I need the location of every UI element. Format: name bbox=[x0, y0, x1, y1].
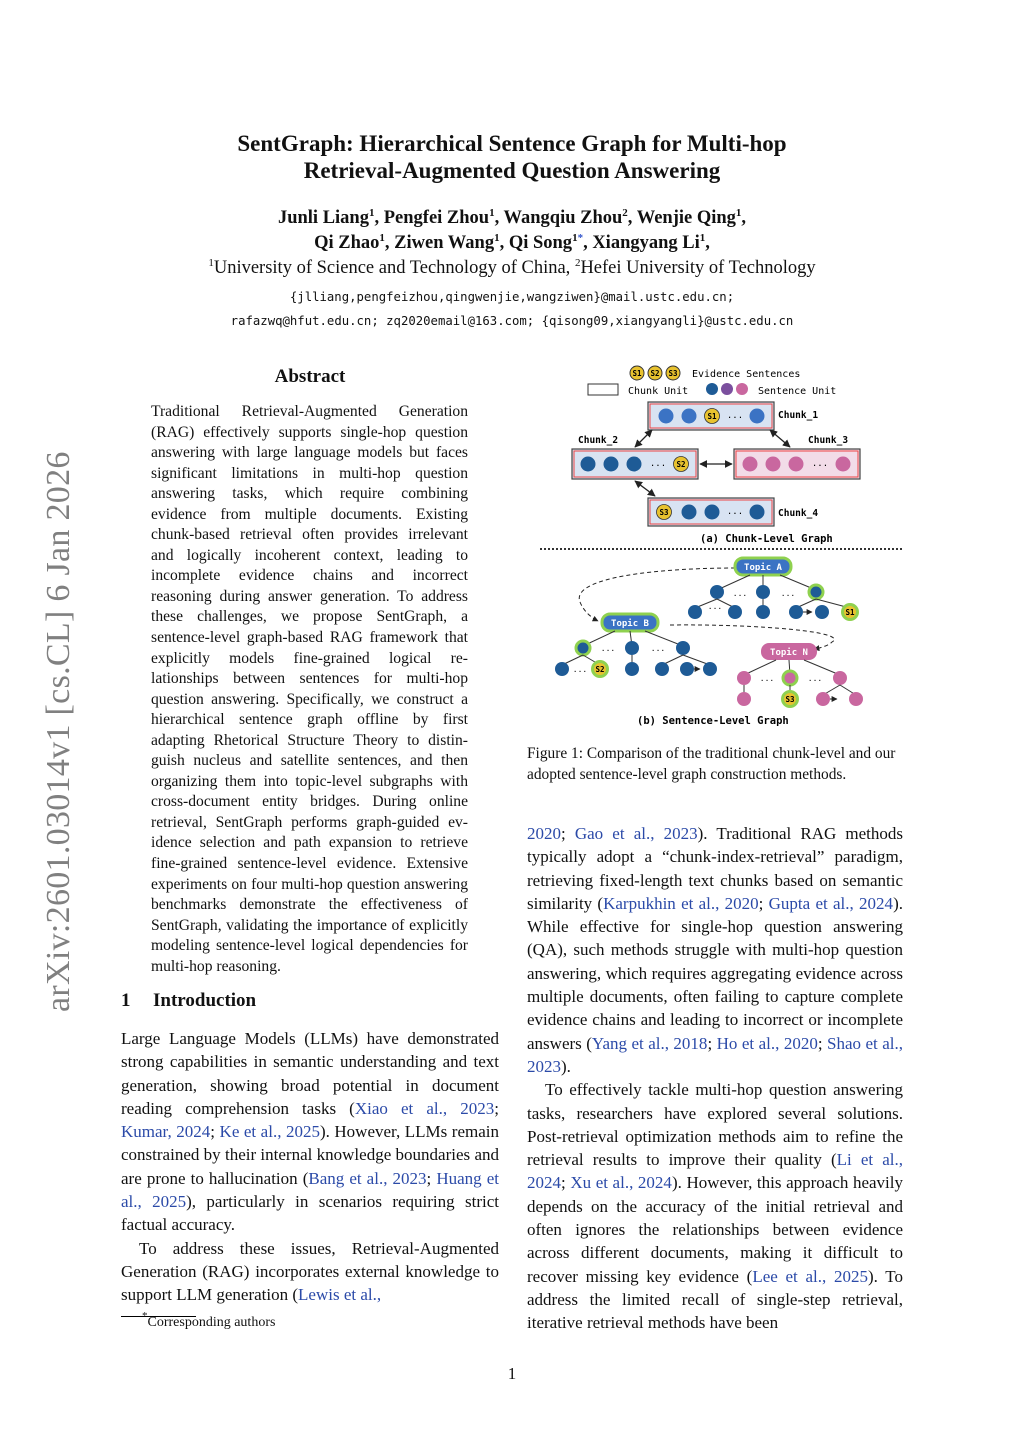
page-number: 1 bbox=[507, 1364, 517, 1383]
author: Qi Zhao bbox=[314, 232, 380, 253]
abstract-heading: Abstract bbox=[274, 366, 346, 387]
svg-text:...: ... bbox=[707, 602, 723, 611]
citation-link[interactable]: Gao et al., 2023 bbox=[574, 824, 698, 843]
svg-text:...: ... bbox=[726, 411, 744, 421]
chunk3-label: Chunk_3 bbox=[808, 435, 849, 446]
svg-text:...: ... bbox=[732, 589, 748, 598]
section-number: 1 bbox=[121, 990, 131, 1011]
svg-text:...: ... bbox=[811, 459, 829, 469]
figure-caption: Figure 1: Comparison of the traditional chunk-level and our adopted sentence-level graph construction methods. bbox=[527, 745, 896, 783]
sentence-level-graph bbox=[555, 558, 863, 727]
affiliations: $^1$University of Science and Technology of China, $^2$Hefei University of Technology bbox=[208, 257, 816, 278]
chunk4-label: Chunk_4 bbox=[778, 508, 819, 519]
citation-link[interactable]: Kumar, 2024 bbox=[121, 1122, 211, 1142]
svg-text:...: ... bbox=[650, 644, 666, 653]
section-heading bbox=[121, 990, 256, 1012]
section-title: Introduction bbox=[153, 990, 257, 1011]
svg-text:...: ... bbox=[726, 507, 744, 517]
email-line-2: rafazwq@hfut.edu.cn; zq2020email@163.com; {qisong09,xiangyangli}@ustc.edu.cn bbox=[230, 314, 794, 328]
paragraph: 2020; Gao et al., 2023). Traditional RAG methods typically adopt a “chunk-index-retrieval” paradigm, retrieving fixed-length text chunks based on semantic similarity (Karpukhin et al., 2020; Gupta et al., 2024). While effective for single-hop question answering (QA), such methods struggle with multi-hop question answering, which requires aggregating evidence across multiple documents, often failing to capture complete evidence chains and leading to incorrect or incomplete answers (Yang et al., 2018; Ho et al., 2020; Shao et al., 2023). bbox=[527, 824, 903, 1076]
citation-link[interactable]: Lee et al., 2025 bbox=[752, 1266, 868, 1286]
abstract-text: Traditional Retrieval-Augmented Generation (RAG) effectively supports single-hop question answering with large language models but faces significant limitations in multi-hop question answering tasks, which require combining evidence from multiple documents. Existing chunk-based retrieval often provides irrelevant and logically incoherent context, leading to incomplete evidence chains and incorrect reasoning during answer generation. To address these challenges, we propose SentGraph, a sentence-level graph-based RAG framework that explicitly models fine-grained logical relationships between sentences for multi-hop question answering. Specifically, we construct a hierarchical sentence graph offline by first adapting Rhetorical Structure Theory to distinguish nucleus and satellite sentences, and then organizing them into topic-level subgraphs with cross-document entity bridges. During online retrieval, SentGraph performs graph-guided evidence selection and path expansion to retrieve fine-grained sentence-level evidence. Extensive experiments on four multi-hop question answering benchmarks demonstrate the effectiveness of SentGraph, validating the importance of explicitly modeling sentence-level logical dependencies for multi-hop reasoning. bbox=[151, 403, 468, 975]
citation-link[interactable]: Ho et al., 2020 bbox=[716, 1033, 818, 1053]
right-column-body bbox=[527, 822, 903, 1335]
chunk2-label: Chunk_2 bbox=[578, 435, 619, 446]
paragraph: Large Language Models (LLMs) have demonstrated strong capabilities in semantic understanding and text generation, showing broad potential in document reading comprehension tasks (Xiao et al., 2023; Kumar, 2024; Ke et al., 2025). However, LLMs remain constrained by their internal knowledge boundaries and are prone to hallucination (Bang et al., 2023; Huang et al., 2025), particularly in scenarios requiring strict factual accuracy. bbox=[121, 1029, 500, 1235]
svg-text:S1: S1 bbox=[845, 608, 855, 617]
citation-link[interactable]: Huang et al., 2025 bbox=[121, 1168, 499, 1212]
chunk-level-graph bbox=[572, 402, 860, 545]
email-line-1: {jlliang,pengfeizhou,qingwenjie,wangziwen}@mail.ustc.edu.cn; bbox=[289, 290, 735, 304]
svg-text:...: ... bbox=[780, 589, 796, 598]
citation-link[interactable]: 2020 bbox=[527, 824, 561, 843]
citation-link[interactable]: Bang et al., 2023 bbox=[308, 1168, 427, 1188]
author: Ziwen Wang bbox=[394, 232, 495, 253]
svg-text:S3: S3 bbox=[785, 695, 795, 704]
arxiv-watermark: arXiv:2601.03014v1 [cs.CL] 6 Jan 2026 bbox=[40, 451, 77, 1012]
svg-text:...: ... bbox=[649, 459, 667, 469]
topic-n-label: Topic N bbox=[770, 648, 808, 658]
citation-link[interactable]: Xu et al., 2024 bbox=[570, 1173, 672, 1193]
svg-text:...: ... bbox=[759, 674, 775, 683]
author: Wangqiu Zhou bbox=[503, 208, 623, 228]
affiliation-2: Hefei University of Technology bbox=[580, 258, 816, 278]
legend-sentence: Sentence Unit bbox=[758, 386, 837, 397]
author-list: Junli Liang$^1$, Pengfei Zhou$^1$, Wangqiu Zhou$^2$, Wenjie Qing$^1$, Qi Zhao$^1$, Ziwen Wang$^1$, Qi Song$^{1*}$, Xiangyang Li$^1$, bbox=[277, 207, 747, 253]
corresponding-mark[interactable]: * bbox=[577, 231, 584, 244]
author: Junli Liang bbox=[277, 208, 369, 228]
citation-link[interactable]: Li et al., 2024 bbox=[527, 1150, 903, 1193]
legend-chunk: Chunk Unit bbox=[628, 386, 689, 397]
legend-evidence: Evidence Sentences bbox=[692, 369, 801, 380]
citation-link[interactable]: Xiao et al., 2023 bbox=[354, 1098, 495, 1118]
svg-text:...: ... bbox=[600, 644, 616, 653]
paragraph: To address these issues, Retrieval-Augmented Generation (RAG) incorporates external knowledge to support LLM generation (Lewis et al., bbox=[121, 1238, 499, 1305]
s3-label: S3 bbox=[668, 369, 678, 378]
title-line-2: Retrieval-Augmented Question Answering bbox=[303, 158, 721, 183]
citation-link[interactable]: Lewis et al., bbox=[298, 1285, 382, 1305]
citation-link[interactable]: Yang et al., 2018 bbox=[591, 1033, 708, 1053]
title-line-1: SentGraph: Hierarchical Sentence Graph for Multi-hop bbox=[237, 131, 787, 156]
svg-text:S2: S2 bbox=[676, 460, 686, 469]
chunk1-label: Chunk_1 bbox=[778, 410, 819, 421]
svg-text:S3: S3 bbox=[659, 508, 669, 517]
citation-link[interactable]: Shao et al., 2023 bbox=[527, 1033, 903, 1076]
figure-legend bbox=[588, 366, 836, 397]
citation-link[interactable]: Ke et al., 2025 bbox=[219, 1122, 320, 1142]
subcaption-b: (b) Sentence-Level Graph bbox=[637, 715, 789, 727]
affiliation-1: University of Science and Technology of China, bbox=[213, 258, 571, 278]
author: Wenjie Qing bbox=[636, 208, 736, 228]
footnote: *Corresponding authors bbox=[142, 1310, 276, 1330]
svg-text:S2: S2 bbox=[595, 665, 605, 674]
topic-a-label: Topic A bbox=[744, 563, 782, 573]
figure-1 bbox=[540, 362, 910, 732]
left-column-body bbox=[121, 1027, 499, 1307]
author: Xiangyang Li bbox=[592, 232, 700, 253]
paragraph: To effectively tackle multi-hop question answering tasks, researchers have explored several solutions. Post-retrieval optimization methods aim to refine the retrieval results to improve their quality (Li et al., 2024; Xu et al., 2024). However, this approach heavily depends on the accuracy of the initial retrieval and often ignores the relationships between evidence across different documents, making it difficult to recover missing key evidence (Lee et al., 2025). To address the limited recall of single-step retrieval, iterative retrieval methods have been bbox=[527, 1080, 903, 1333]
s1-label: S1 bbox=[632, 369, 642, 378]
citation-link[interactable]: Karpukhin et al., 2020 bbox=[603, 893, 759, 913]
svg-text:...: ... bbox=[807, 674, 823, 683]
paper-title bbox=[0, 130, 1024, 184]
svg-text:S1: S1 bbox=[707, 412, 717, 421]
svg-text:...: ... bbox=[572, 665, 588, 674]
citation-link[interactable]: Gupta et al., 2024 bbox=[768, 893, 894, 913]
email-list bbox=[0, 285, 1024, 333]
author: Pengfei Zhou bbox=[383, 208, 490, 228]
s2-label: S2 bbox=[650, 369, 660, 378]
topic-b-label: Topic B bbox=[611, 619, 649, 629]
author: Qi Song bbox=[508, 232, 573, 253]
subcaption-a: (a) Chunk-Level Graph bbox=[700, 533, 833, 545]
